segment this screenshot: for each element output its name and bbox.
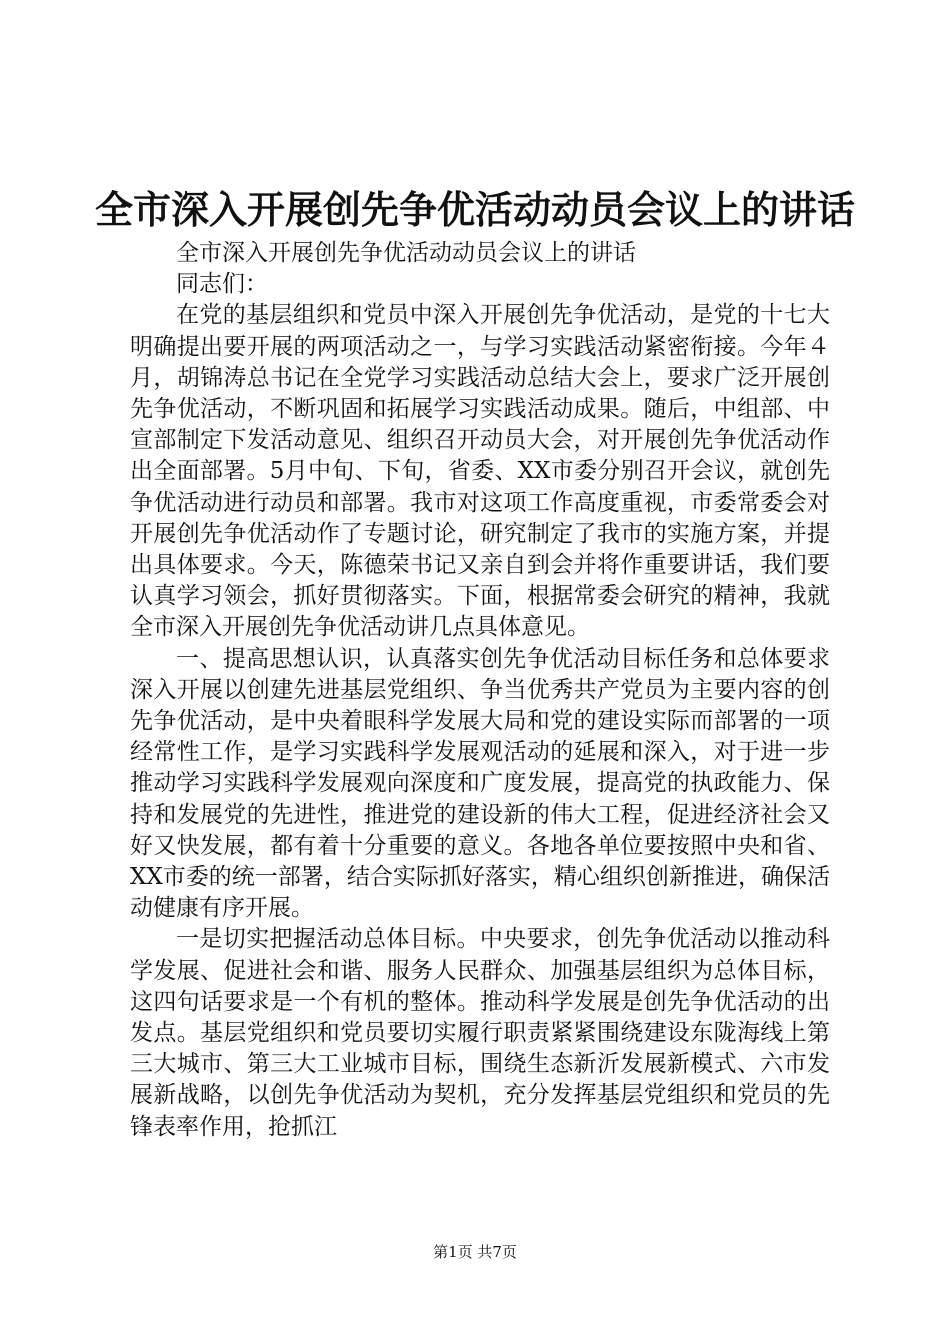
document-body xyxy=(130,238,830,1143)
body-paragraph: 在党的基层组织和党员中深入开展创先争优活动，是党的十七大明确提出要开展的两项活动之一，与学习实践活动紧密衔接。今年４月，胡锦涛总书记在全党学习实践活动总结大会上，要求广泛开展创先争优活动，不断巩固和拓展学习实践活动成果。随后，中组部、中宣部制定下发活动意见、组织召开动员大会，对开展创先争优活动作出全面部署。5月中旬、下旬，省委、XX市委分别召开会议，就创先争优活动进行动员和部署。我市对这项工作高度重视，市委常委会对开展创先争优活动作了专题讨论，研究制定了我市的实施方案，并提出具体要求。今天，陈德荣书记又亲自到会并将作重要讲话，我们要认真学习领会，抓好贯彻落实。下面，根据常委会研究的精神，我就全市深入开展创先争优活动讲几点具体意见。 xyxy=(130,302,830,641)
document-title: 全市深入开展创先争优活动动员会议上的讲话 xyxy=(94,187,855,232)
body-paragraph-salutation: 同志们： xyxy=(176,271,268,298)
page-footer: 第1页 共7页 xyxy=(433,1243,517,1261)
body-paragraph: 一、提高思想认识，认真落实创先争优活动目标任务和总体要求深入开展以创建先进基层党组织、争当优秀共产党员为主要内容的创先争优活动，是中央着眼科学发展大局和党的建设实际而部署的一项经常性工作，是学习实践科学发展观活动的延展和深入，对于进一步推动学习实践科学发展观向深度和广度发展，提高党的执政能力、保持和发展党的先进性，推进党的建设新的伟大工程，促进经济社会又好又快发展，都有着十分重要的意义。各地各单位要按照中央和省、XX市委的统一部署，结合实际抓好落实，精心组织创新推进，确保活动健康有序开展。 xyxy=(130,645,830,922)
body-paragraph: 一是切实把握活动总体目标。中央要求，创先争优活动以推动科学发展、促进社会和谐、服务人民群众、加强基层组织为总体目标，这四句话要求是一个有机的整体。推动科学发展是创先争优活动的出发点。基层党组织和党员要切实履行职责紧紧围绕建设东陇海线上第三大城市、第三大工业城市目标，围绕生态新沂发展新模式、六市发展新战略，以创先争优活动为契机，充分发挥基层党组织和党员的先锋表率作用，抢抓江 xyxy=(130,926,830,1140)
body-paragraph-subtitle: 全市深入开展创先争优活动动员会议上的讲话 xyxy=(176,240,636,266)
